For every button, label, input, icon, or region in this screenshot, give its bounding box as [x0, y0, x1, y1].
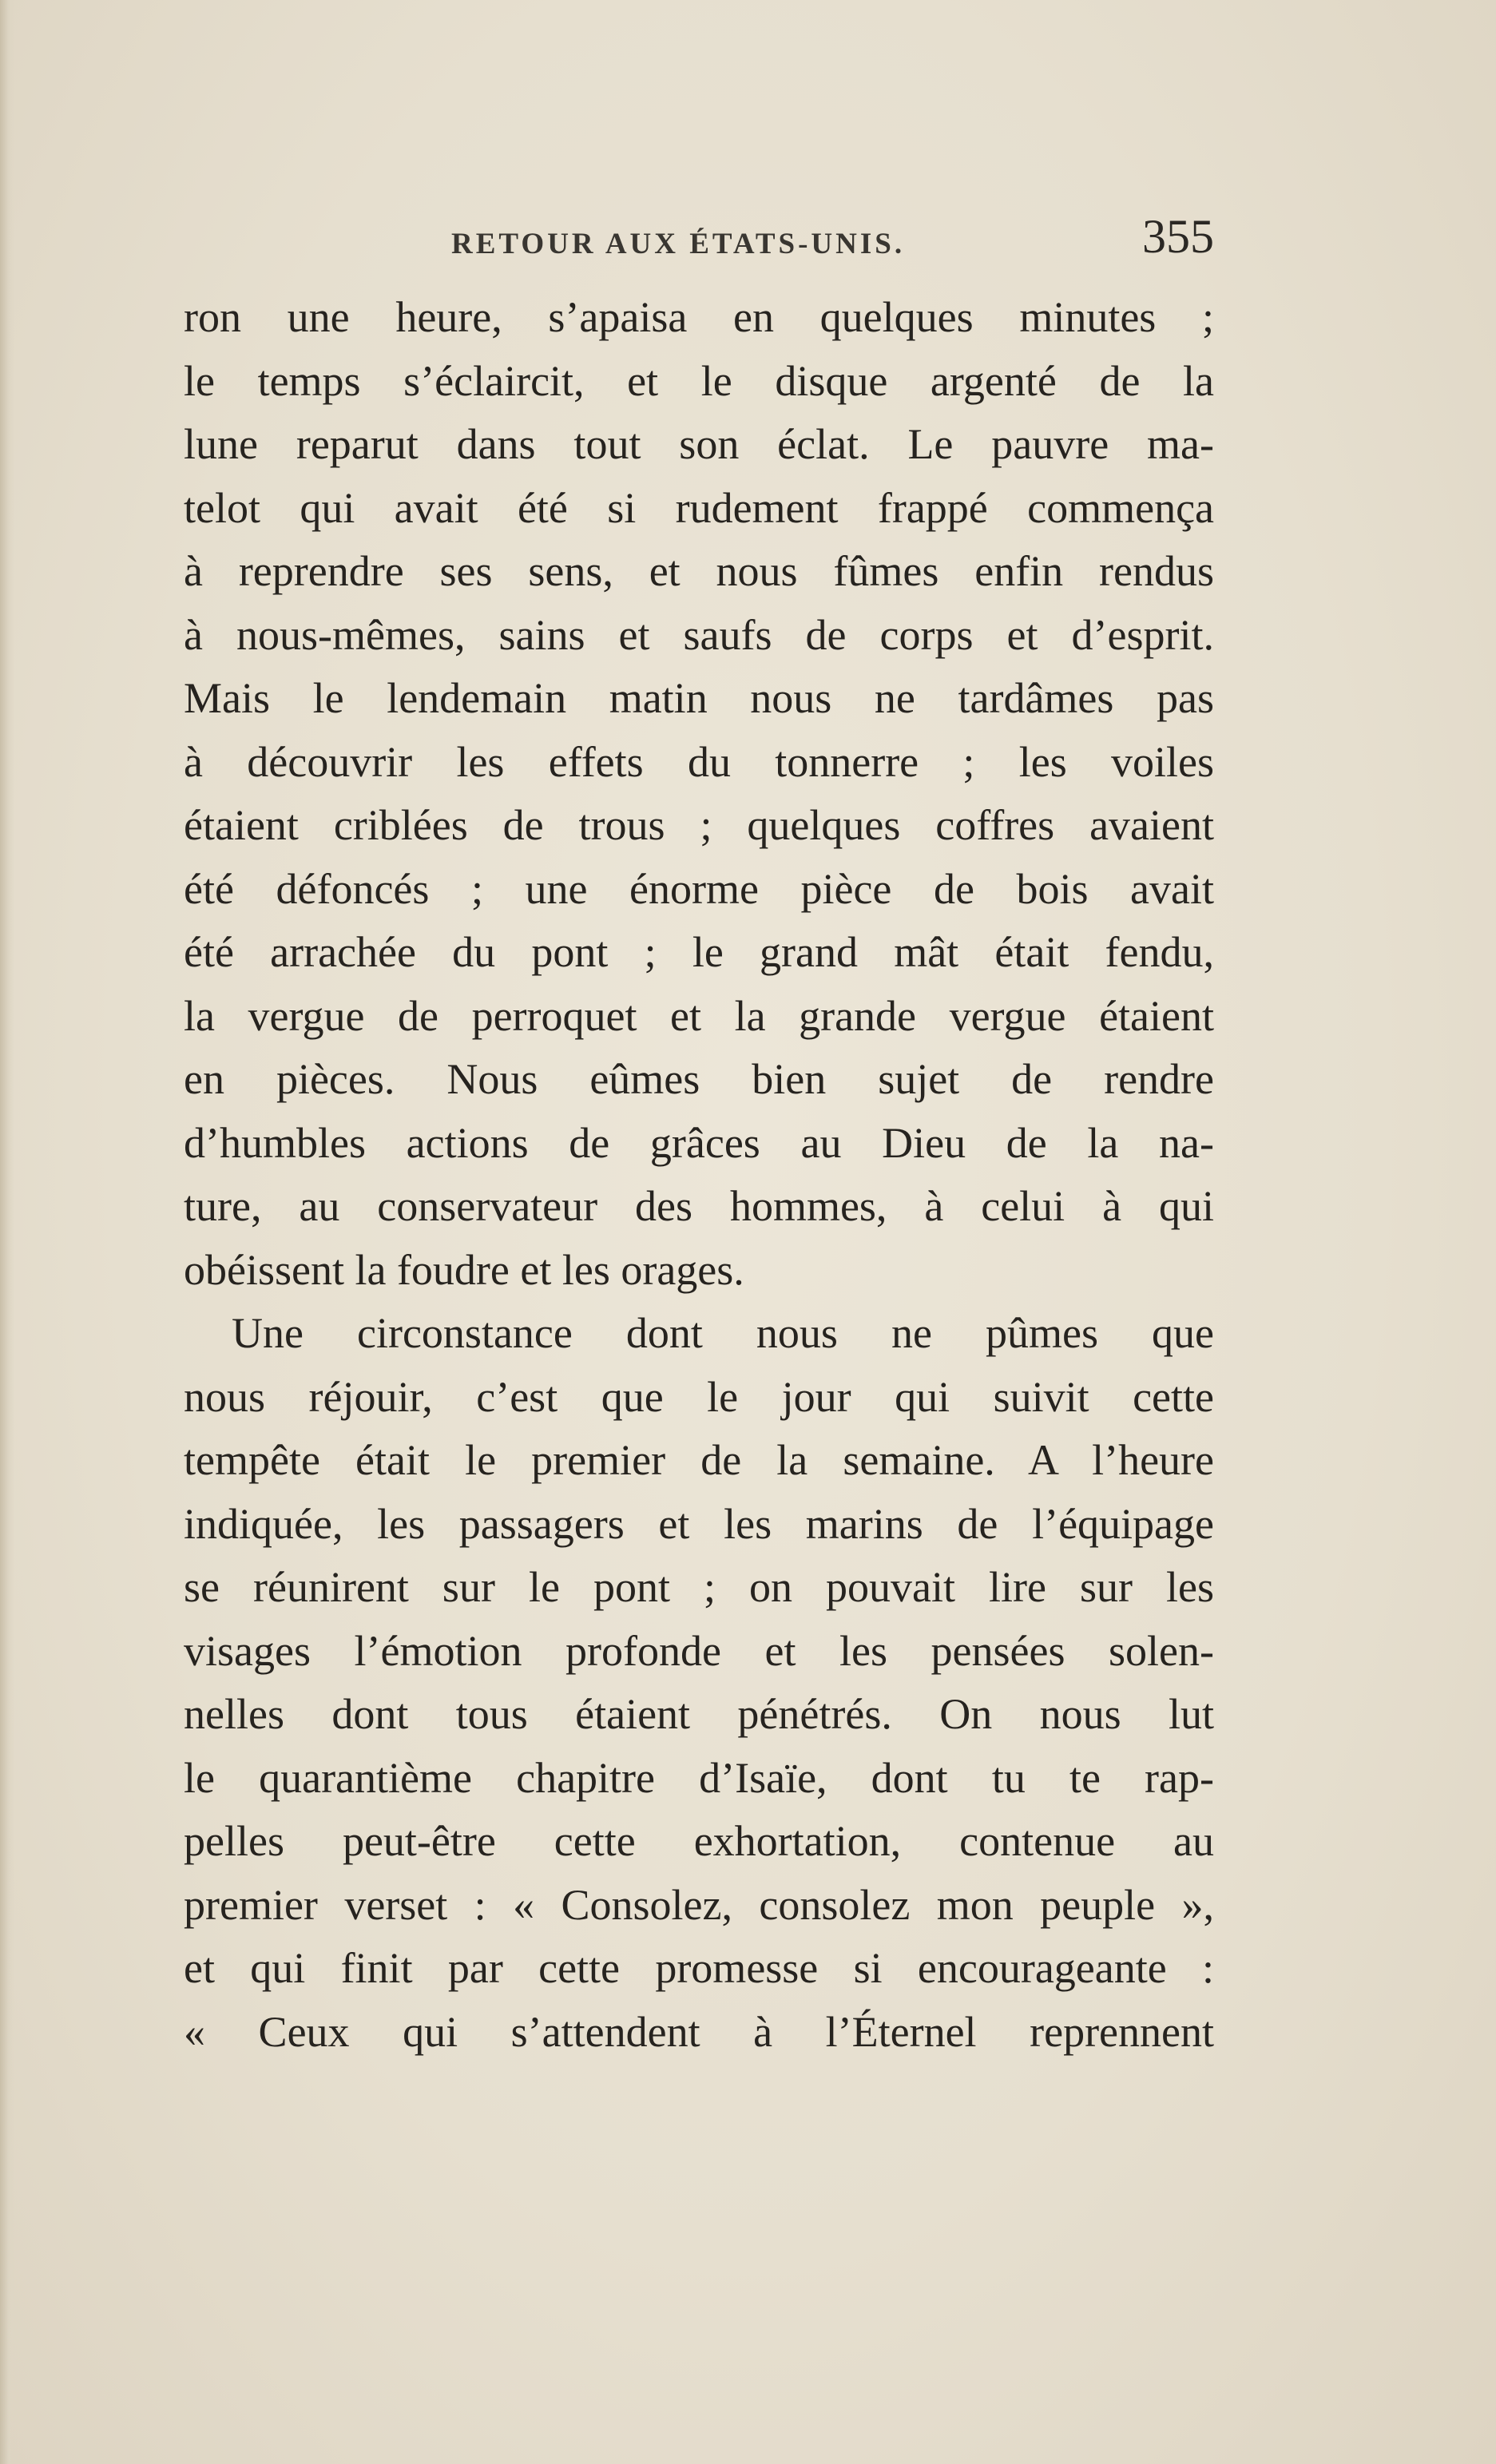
text-line: à nous-mêmes, sains et saufs de corps et d’esprit. — [184, 610, 1214, 659]
page-number: 355 — [1142, 210, 1214, 263]
text-line: telot qui avait été si rudement frappé commença — [184, 483, 1214, 532]
text-line: ron une heure, s’apaisa en quelques minutes ; — [184, 293, 1214, 341]
text-line-paragraph-start: Une circonstance dont nous ne pûmes que — [232, 1309, 1214, 1357]
running-title: RETOUR AUX ÉTATS-UNIS. — [451, 228, 906, 260]
text-line: en pièces. Nous eûmes bien sujet de rendre — [184, 1055, 1214, 1103]
text-line: « Ceux qui s’attendent à l’Éternel reprennent — [184, 2007, 1214, 2056]
text-line: étaient criblées de trous ; quelques coffres avaient — [184, 801, 1214, 849]
text-line: nous réjouir, c’est que le jour qui suivit cette — [184, 1372, 1214, 1421]
text-line: le temps s’éclaircit, et le disque argenté de la — [184, 356, 1214, 405]
text-line: se réunirent sur le pont ; on pouvait lire sur les — [184, 1563, 1214, 1611]
text-line: visages l’émotion profonde et les pensées solen- — [184, 1626, 1214, 1675]
text-line: à reprendre ses sens, et nous fûmes enfin rendus — [184, 547, 1214, 595]
text-line: été défoncés ; une énorme pièce de bois avait — [184, 864, 1214, 913]
text-line: le quarantième chapitre d’Isaïe, dont tu te rap- — [184, 1753, 1214, 1802]
text-line: premier verset : « Consolez, consolez mon peuple », — [184, 1880, 1214, 1929]
text-line: nelles dont tous étaient pénétrés. On nous lut — [184, 1690, 1214, 1738]
text-line: ture, au conservateur des hommes, à celui à qui — [184, 1182, 1214, 1230]
text-line: à découvrir les effets du tonnerre ; les voiles — [184, 737, 1214, 786]
text-line-paragraph-end: obéissent la foudre et les orages. — [184, 1245, 744, 1294]
body-text — [184, 286, 1214, 2064]
text-line: et qui finit par cette promesse si encourageante : — [184, 1944, 1214, 1992]
text-line: lune reparut dans tout son éclat. Le pauvre ma- — [184, 420, 1214, 468]
text-line: été arrachée du pont ; le grand mât était fendu, — [184, 928, 1214, 976]
running-head — [184, 209, 1214, 289]
text-line: tempête était le premier de la semaine. A l’heure — [184, 1436, 1214, 1484]
text-line: la vergue de perroquet et la grande vergue étaient — [184, 991, 1214, 1040]
text-line: indiquée, les passagers et les marins de l’équipage — [184, 1499, 1214, 1548]
page-edge — [0, 0, 14, 2464]
text-line: d’humbles actions de grâces au Dieu de la na- — [184, 1118, 1214, 1167]
text-line: pelles peut-être cette exhortation, contenue au — [184, 1817, 1214, 1865]
text-line: Mais le lendemain matin nous ne tardâmes pas — [184, 674, 1214, 722]
